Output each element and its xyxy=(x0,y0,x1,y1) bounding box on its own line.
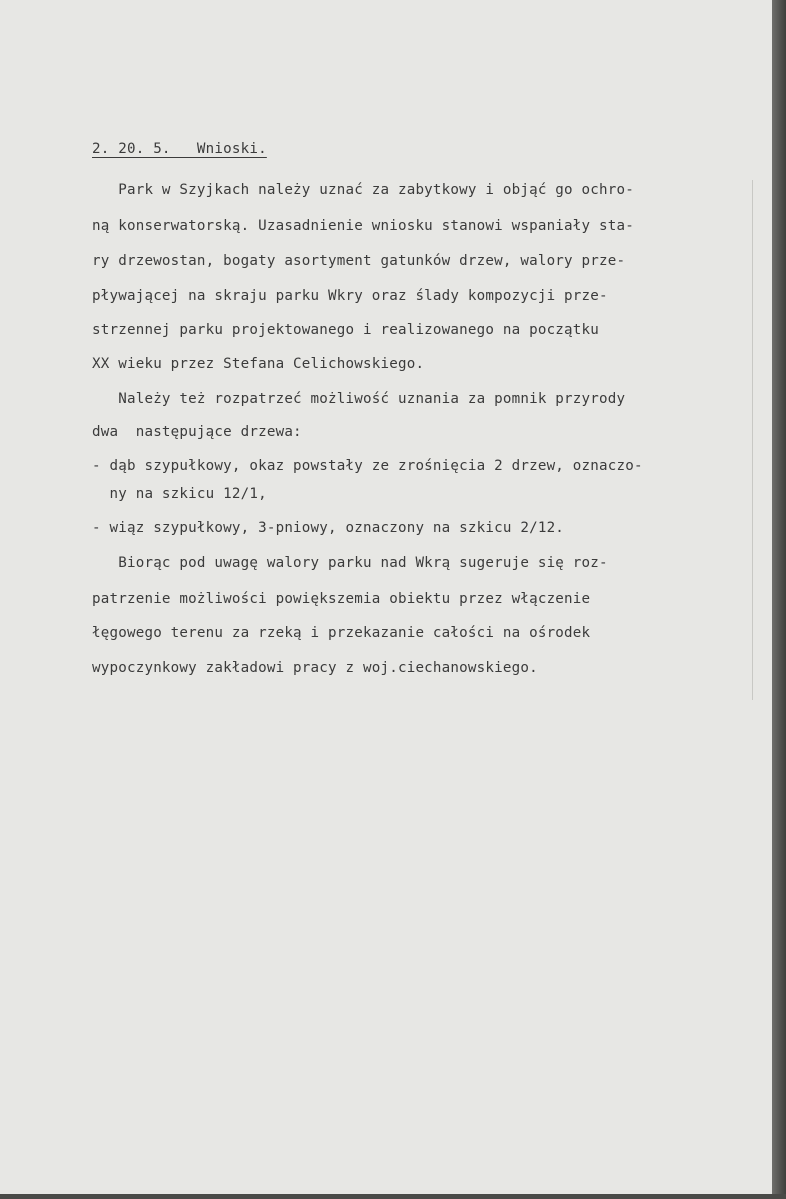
text-line: ną konserwatorską. Uzasadnienie wniosku stanowi wspaniały sta- xyxy=(92,218,634,234)
text-line: patrzenie możliwości powiększemia obiektu przez włączenie xyxy=(92,591,591,607)
text-line: - dąb szypułkowy, okaz powstały ze zrośnięcia 2 drzew, oznaczo- xyxy=(92,458,643,474)
text-line: wypoczynkowy zakładowi pracy z woj.ciechanowskiego. xyxy=(92,660,538,676)
margin-line xyxy=(752,180,753,700)
text-line: - wiąz szypułkowy, 3-pniowy, oznaczony na szkicu 2/12. xyxy=(92,520,565,536)
text-line: XX wieku przez Stefana Celichowskiego. xyxy=(92,356,425,372)
text-line: łęgowego terenu za rzeką i przekazanie całości na ośrodek xyxy=(92,625,591,641)
text-line: Należy też rozpatrzeć możliwość uznania za pomnik przyrody xyxy=(92,391,626,407)
text-line: ry drzewostan, bogaty asortyment gatunków drzew, walory prze- xyxy=(92,253,626,269)
section-heading: 2. 20. 5. Wnioski. xyxy=(92,141,267,157)
text-line: pływającej na skraju parku Wkry oraz ślady kompozycji prze- xyxy=(92,288,608,304)
text-line: Park w Szyjkach należy uznać za zabytkowy i objąć go ochro- xyxy=(92,182,634,198)
scan-edge-bottom xyxy=(0,1194,786,1199)
text-line: strzennej parku projektowanego i realizowanego na początku xyxy=(92,322,600,338)
text-line: ny na szkicu 12/1, xyxy=(92,486,267,502)
text-line: Biorąc pod uwagę walory parku nad Wkrą sugeruje się roz- xyxy=(92,555,608,571)
scan-edge-right xyxy=(772,0,786,1199)
text-line: dwa następujące drzewa: xyxy=(92,424,302,440)
